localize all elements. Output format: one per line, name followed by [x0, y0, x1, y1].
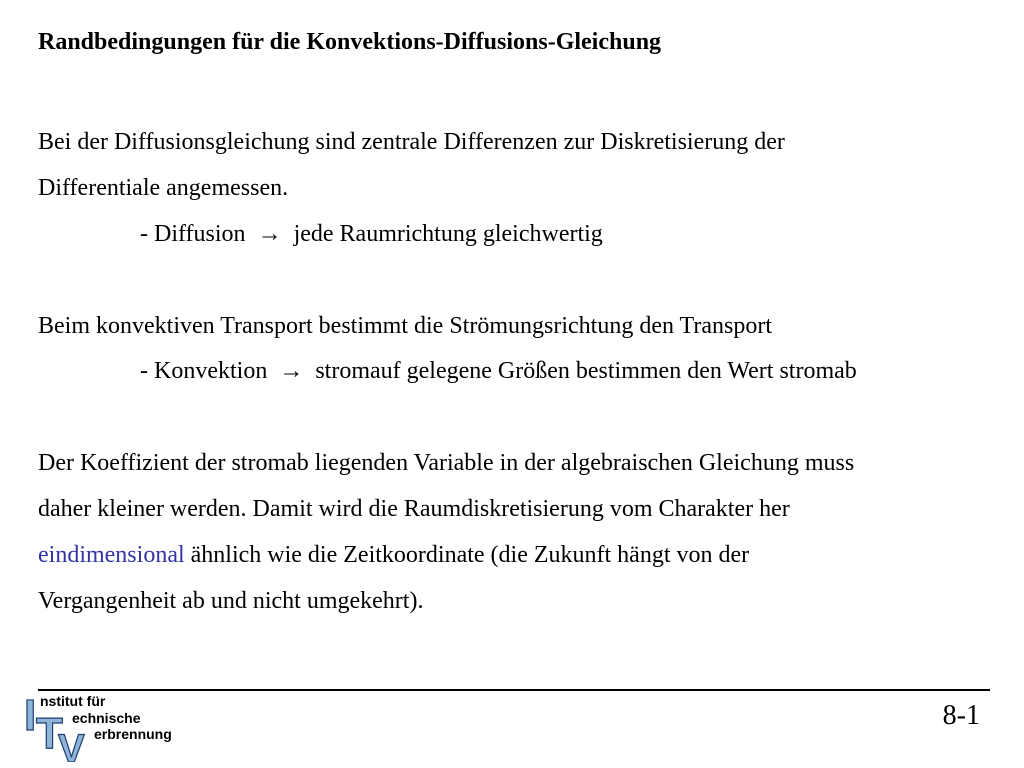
logo-letter-i: I	[24, 691, 37, 740]
para3-line2: daher kleiner werden. Damit wird die Raumdiskretisierung vom Charakter her	[38, 496, 790, 522]
highlight-eindimensional: eindimensional	[38, 542, 185, 568]
logo-letter-t: T	[36, 709, 63, 758]
arrow-icon: →	[257, 221, 282, 247]
logo-line3: erbrennung	[94, 726, 172, 742]
logo-line1: nstitut für	[40, 693, 106, 709]
institute-logo	[22, 690, 202, 762]
para2-line1: Beim konvektiven Transport bestimmt die Strömungsrichtung den Transport	[38, 313, 772, 339]
arrow-icon: →	[279, 358, 304, 384]
bullet-konvektion-text: stromauf gelegene Größen bestimmen den Wert stromab	[315, 358, 857, 384]
logo-line2: echnische	[72, 710, 141, 726]
slide-title: Randbedingungen für die Konvektions-Diffusions-Gleichung	[38, 29, 662, 55]
bullet-diffusion-text: jede Raumrichtung gleichwertig	[293, 221, 603, 247]
bullet-konvektion	[140, 356, 857, 386]
bullet-diffusion-term: - Diffusion	[140, 221, 246, 247]
para3-line3-rest: ähnlich wie die Zeitkoordinate (die Zukunft hängt von der	[184, 542, 750, 568]
para3-line1: Der Koeffizient der stromab liegenden Variable in der algebraischen Gleichung muss	[38, 450, 855, 476]
logo-letter-v: V	[58, 727, 85, 762]
para3-line3	[38, 540, 749, 570]
para1-line1: Bei der Diffusionsgleichung sind zentrale Differenzen zur Diskretisierung der	[38, 129, 785, 155]
page-number: 8-1	[942, 700, 980, 731]
bullet-diffusion	[140, 219, 603, 249]
para1-line2: Differentiale angemessen.	[38, 175, 289, 201]
bullet-konvektion-term: - Konvektion	[140, 358, 268, 384]
para3-line4: Vergangenheit ab und nicht umgekehrt).	[38, 588, 424, 614]
